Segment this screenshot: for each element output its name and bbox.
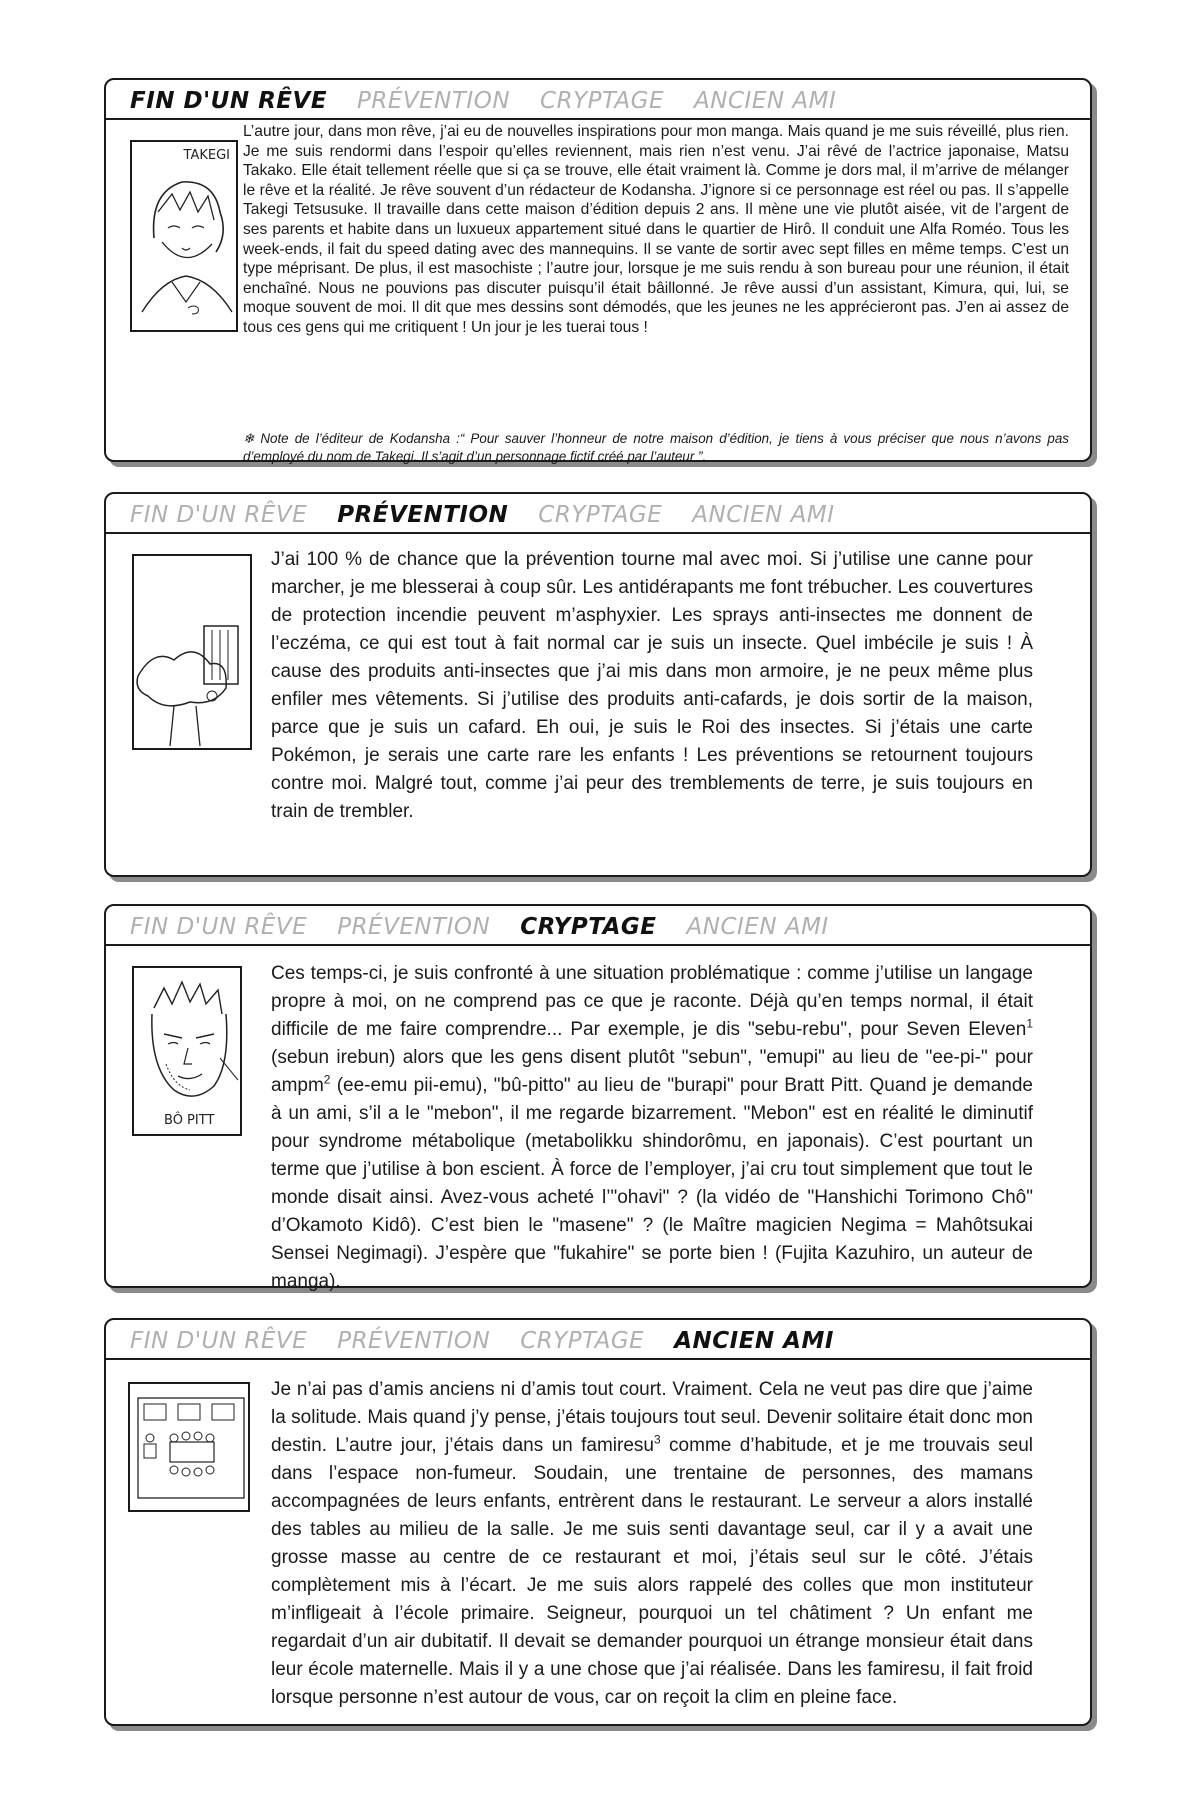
tab-fin-dun-reve[interactable]: FIN D'UN RÊVE	[130, 502, 308, 528]
bo-pitt-illustration	[132, 966, 242, 1136]
restaurant-drawing	[130, 1384, 250, 1512]
footnote-ref-2: 2	[323, 1072, 331, 1087]
tab-cryptage[interactable]: CRYPTAGE	[520, 914, 657, 940]
panel-2-text: J’ai 100 % de chance que la prévention tourne mal avec moi. Si j’utilise une canne pour marcher, je me blesserai à coup sûr. Les antidérapants me font trébucher. Les couvertures de protection incendie peuvent m’asphyxier. Les sprays anti-insectes me donnent de l’eczéma, ce qui est tout à fait normal car je suis un insecte. Quel imbécile je suis ! À cause des produits anti-insectes que j’ai mis dans mon armoire, je ne peux même plus enfiler mes vêtements. Si j’utilise des produits anti-cafards, je dois sortir de la maison, parce que je suis un cafard. Eh oui, je suis le Roi des insectes. Si j’étais une carte Pokémon, je serais une carte rare les enfants ! Les préventions se retournent toujours contre moi. Malgré tout, comme j’ai peur des tremblements de terre, je suis toujours en train de trembler.	[271, 549, 1033, 822]
footnote-ref-3: 3	[653, 1432, 661, 1447]
tab-ancien-ami[interactable]: ANCIEN AMI	[674, 1328, 834, 1354]
panel-4-text-b: comme d’habitude, et je me trouvais seul dans l’espace non-fumeur. Soudain, une trentaine de personnes, des mamans accompagnées de leurs enfants, entrèrent dans le restaurant. Le serveur a alors installé des tables au milieu de la salle. Je me suis senti davantage seul, car il y a avait une grosse masse au centre de ce restaurant et moi, j’étais seul sur le côté. J’étais complètement mis à l’écart. Je me suis alors rappelé des colles que mon instituteur m’infligeait à l’école primaire. Seigneur, pourquoi un tel châtiment ? Un enfant me regardait d’un air dubitatif. Il devait se demander pourquoi un étrange monsieur était dans leur école maternelle. Mais il y a une chose que j’ai réalisée. Dans les famiresu, il fait froid lorsque personne n’est autour de vous, car on reçoit la clim en pleine face.	[271, 1435, 1033, 1708]
tab-ancien-ami[interactable]: ANCIEN AMI	[686, 914, 829, 940]
takegi-drawing	[132, 142, 238, 332]
panel-cryptage	[104, 904, 1092, 1292]
tab-bar	[106, 906, 1090, 946]
tab-prevention[interactable]: PRÉVENTION	[337, 1328, 491, 1354]
footnote-ref-1: 1	[1026, 1016, 1033, 1031]
prevention-drawing	[134, 556, 252, 750]
tab-cryptage[interactable]: CRYPTAGE	[538, 502, 663, 528]
panel-4-text	[271, 1376, 1033, 1712]
tab-prevention[interactable]: PRÉVENTION	[337, 914, 491, 940]
panel-3-text-b: (sebun irebun) alors que les gens disent plutôt "sebun", "emupi" au lieu de "ee-pi-" pour ampm	[271, 1047, 1033, 1096]
panel-ancien-ami	[104, 1318, 1092, 1726]
panel-3-text-a: Ces temps-ci, je suis confronté à une situation problématique : comme j’utilise un langage propre à moi, on ne comprend pas ce que je raconte. Déjà qu’en temps normal, il était difficile de me faire comprendre... Par exemple, je dis "sebu-rebu", pour Seven Eleven	[271, 963, 1033, 1040]
panel-4-text-a: Je n’ai pas d’amis anciens ni d’amis tout court. Vraiment. Cela ne veut pas dire que j’aime la solitude. Mais quand j’y pense, j’étais toujours tout seul. Devenir solitaire était donc mon destin. L’autre jour, j’étais dans un famiresu	[271, 1379, 1033, 1456]
editor-note: ❄ Note de l’éditeur de Kodansha :“ Pour sauver l’honneur de notre maison d’édition, je tiens à vous préciser que nous n’avons pas d’employé du nom de Takegi. Il s’agit d’un personnage fictif créé par l’auteur ”.	[243, 431, 1069, 464]
takegi-label: TAKEGI	[183, 148, 230, 163]
tab-prevention[interactable]: PRÉVENTION	[337, 502, 509, 528]
tab-prevention[interactable]: PRÉVENTION	[357, 88, 511, 114]
takegi-illustration	[130, 140, 238, 332]
panel-3-text-c: (ee-emu pii-emu), "bû-pitto" au lieu de "burapi" pour Bratt Pitt. Quand je demande à un ami, s’il a le "mebon", il me regarde bizarrement. "Mebon" est en réalité le diminutif pour syndrome métabolique (metabolikku shindorômu, en japonais). C’est pourtant un terme que j’utilise à bon escient. À force de l’employer, j’ai cru tout simplement que tout le monde disait ainsi. Avez-vous acheté l’"ohavi" ? (la vidéo de "Hanshichi Torimono Chô" d’Okamoto Kidô). C’est bien le "masene" ? (le Maître magicien Negima = Mahôtsukai Sensei Negimagi). J’espère que "fukahire" se porte bien ! (Fujita Kazuhiro, un auteur de manga).	[271, 1075, 1033, 1292]
bo-pitt-label: BÔ PITT	[164, 1113, 215, 1128]
tab-fin-dun-reve[interactable]: FIN D'UN RÊVE	[130, 1328, 308, 1354]
tab-bar	[106, 1320, 1090, 1360]
tab-cryptage[interactable]: CRYPTAGE	[520, 1328, 645, 1354]
bo-pitt-drawing	[134, 968, 242, 1136]
tab-cryptage[interactable]: CRYPTAGE	[540, 88, 665, 114]
prevention-illustration	[132, 554, 252, 750]
tab-ancien-ami[interactable]: ANCIEN AMI	[692, 502, 835, 528]
tab-bar	[106, 494, 1090, 534]
restaurant-illustration	[128, 1382, 250, 1512]
tab-fin-dun-reve[interactable]: FIN D'UN RÊVE	[130, 88, 328, 114]
tab-ancien-ami[interactable]: ANCIEN AMI	[694, 88, 837, 114]
panel-3-text	[271, 960, 1033, 1296]
tab-fin-dun-reve[interactable]: FIN D'UN RÊVE	[130, 914, 308, 940]
panel-prevention	[104, 492, 1092, 877]
tab-bar	[106, 80, 1090, 120]
panel-fin-dun-reve	[104, 78, 1092, 462]
panel-1-text: L’autre jour, dans mon rêve, j’ai eu de nouvelles inspirations pour mon manga. Mais quand je me suis réveillé, plus rien. Je me suis rendormi dans l’espoir qu’elles reviennent, mais rien n’est venu. J’ai rêvé de l’actrice japonaise, Matsu Takako. Elle était tellement réelle que si ça se trouve, elle était vraiment là. Comme je dors mal, il m’arrive de mélanger le rêve et la réalité. Je rêve souvent d’un rédacteur de Kodansha. J’ignore si ce personnage est réel ou pas. Il s’appelle Takegi Tetsusuke. Il travaille dans cette maison d’édition depuis 2 ans. Il mène une vie plutôt aisée, vit de l’argent de ses parents et habite dans un luxueux appartement situé dans le quartier de Hirô. Il conduit une Alfa Roméo. Tous les week-ends, il fait du speed dating avec des mannequins. Il se vante de sortir avec sept filles en même temps. C’est un type méprisant. De plus, il est masochiste ; l’autre jour, lorsque je me suis rendu à son bureau pour une réunion, il était enchaîné. Nous ne pouvions pas discuter puisqu’il était bâillonné. Je rêve aussi d’un assistant, Kimura, qui, lui, se moque souvent de moi. Il dit que mes dessins sont démodés, que les jeunes ne les apprécieront pas. J’en ai assez de tous ces gens qui me critiquent ! Un jour je les tuerai tous !	[243, 123, 1069, 336]
